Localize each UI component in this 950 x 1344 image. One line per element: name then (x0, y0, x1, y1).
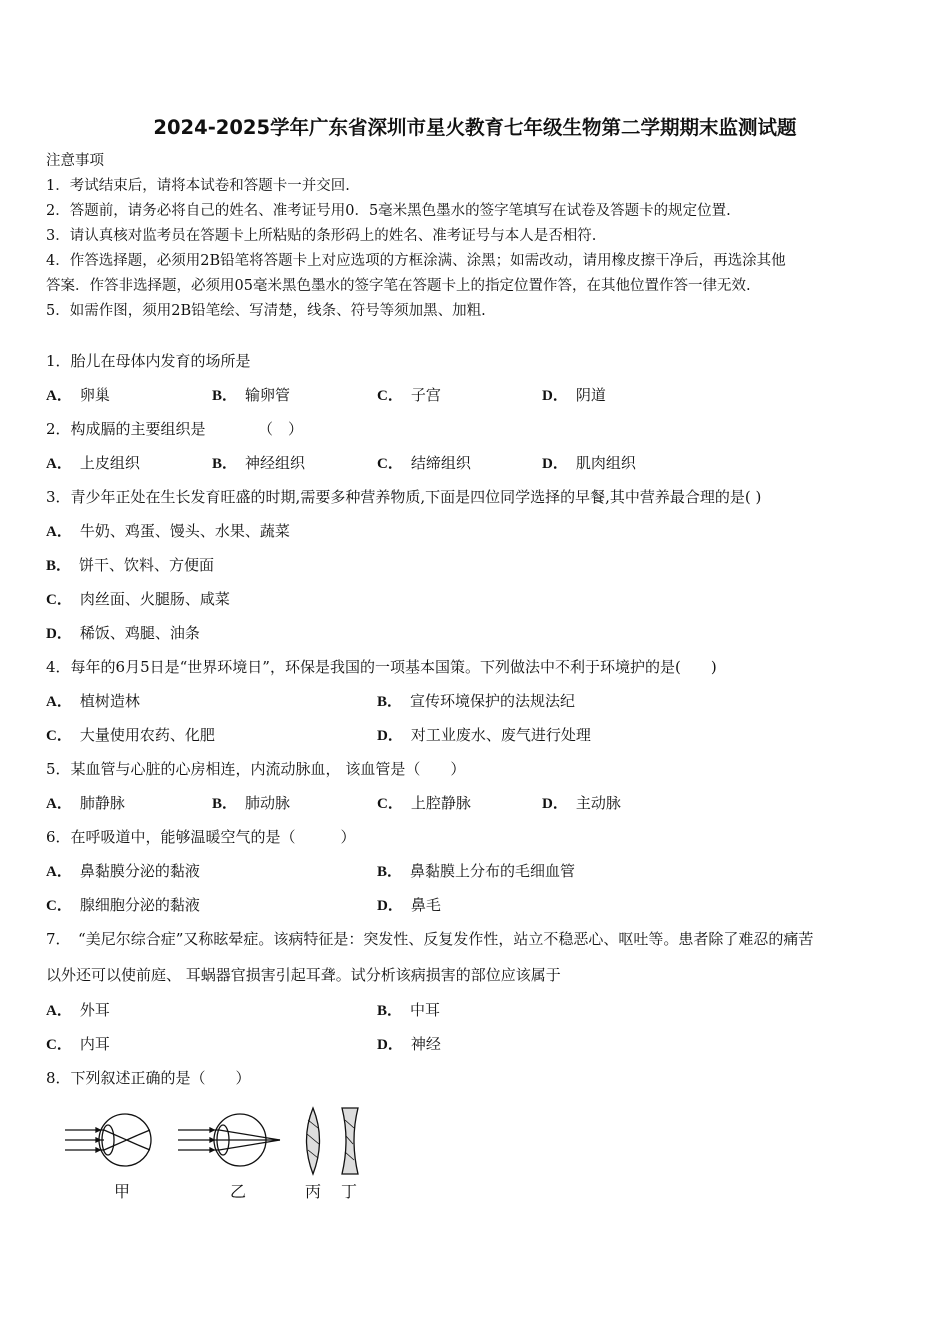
question-stem: 5．某血管与心脏的心房相连，内流动脉血， 该血管是（ ） (46, 760, 466, 778)
option-d: D． 肌肉组织 (542, 454, 636, 472)
eye-diagram-yi (178, 1114, 280, 1166)
option-c: C． 内耳 (46, 1035, 110, 1053)
option-d: D． 稀饭、鸡腿、油条 (46, 624, 200, 642)
option-c: C． 结缔组织 (377, 454, 471, 472)
option-a: A． 卵巢 (46, 386, 110, 404)
notice-heading: 注意事项 (46, 153, 104, 169)
notice-item: 4．作答选择题，必须用2B铅笔将答题卡上对应选项的方框涂满、涂黑；如需改动，请用橡皮擦干净后，再选涂其他 (46, 253, 786, 269)
option-b: B． 鼻黏膜上分布的毛细血管 (377, 862, 576, 880)
option-a: A． 上皮组织 (46, 454, 140, 472)
option-b: B． 肺动脉 (212, 794, 291, 812)
option-b: B． 饼干、饮料、方便面 (46, 556, 215, 574)
option-d: D． 阴道 (542, 386, 606, 404)
figure-label-jia: 甲 (114, 1182, 131, 1201)
figure-label-bing: 丙 (305, 1182, 322, 1201)
option-a: A． 鼻黏膜分泌的黏液 (46, 862, 200, 880)
option-d: D． 主动脉 (542, 794, 621, 812)
option-a: A． 植树造林 (46, 692, 140, 710)
option-a: A． 牛奶、鸡蛋、馒头、水果、蔬菜 (46, 522, 290, 540)
notice-item: 2．答题前，请务必将自己的姓名、准考证号用0．5毫米黑色墨水的签字笔填写在试卷及答题卡的规定位置. (46, 203, 731, 219)
question-stem: 4．每年的6月5日是“世界环境日”，环保是我国的一项基本国策。下列做法中不利于环境护的是( ) (46, 658, 717, 676)
page-title: 2024-2025学年广东省深圳市星火教育七年级生物第二学期期末监测试题 (153, 116, 797, 139)
question-stem: 2．构成膈的主要组织是 （ ） (46, 420, 304, 438)
option-c: C． 腺细胞分泌的黏液 (46, 896, 200, 914)
question-stem: 3．青少年正处在生长发育旺盛的时期,需要多种营养物质,下面是四位同学选择的早餐,其中营养最合理的是( ) (46, 488, 762, 506)
option-c: C． 上腔静脉 (377, 794, 471, 812)
option-d: D． 神经 (377, 1035, 441, 1053)
figure-label-yi: 乙 (230, 1182, 247, 1201)
convex-lens-bing (307, 1108, 320, 1174)
option-c: C． 子宫 (377, 386, 441, 404)
question-stem: 8．下列叙述正确的是（ ） (46, 1069, 251, 1087)
option-a: A． 肺静脉 (46, 794, 125, 812)
option-d: D． 对工业废水、废气进行处理 (377, 726, 591, 744)
option-b: B． 神经组织 (212, 454, 306, 472)
notice-item: 答案．作答非选择题，必须用05毫米黑色墨水的签字笔在答题卡上的指定位置作答，在其他位置作答一律无效. (46, 278, 751, 294)
option-b: B． 输卵管 (212, 386, 291, 404)
option-b: B． 中耳 (377, 1001, 441, 1019)
eye-lens-figure (60, 1100, 380, 1210)
notice-item: 1．考试结束后，请将本试卷和答题卡一并交回. (46, 178, 350, 194)
question-stem-continued: 以外还可以使前庭、 耳蜗器官损害引起耳聋。试分析该病损害的部位应该属于 (46, 966, 561, 984)
concave-lens-ding (342, 1108, 358, 1174)
eye-diagram-jia (65, 1114, 151, 1166)
option-d: D． 鼻毛 (377, 896, 441, 914)
question-stem: 7． “美尼尔综合症”又称眩晕症。该病特征是：突发性、反复发作性，站立不稳恶心、呕吐等。患者除了难忍的痛苦 (46, 930, 814, 948)
option-c: C． 肉丝面、火腿肠、咸菜 (46, 590, 230, 608)
notice-item: 5．如需作图，须用2B铅笔绘、写清楚，线条、符号等须加黑、加粗. (46, 303, 486, 319)
notice-item: 3．请认真核对监考员在答题卡上所粘贴的条形码上的姓名、准考证号与本人是否相符. (46, 228, 597, 244)
option-b: B． 宣传环境保护的法规法纪 (377, 692, 576, 710)
question-stem: 1．胎儿在母体内发育的场所是 (46, 352, 251, 370)
option-c: C． 大量使用农药、化肥 (46, 726, 215, 744)
question-stem: 6．在呼吸道中，能够温暖空气的是（ ） (46, 828, 356, 846)
option-a: A． 外耳 (46, 1001, 110, 1019)
figure-label-ding: 丁 (341, 1182, 358, 1201)
